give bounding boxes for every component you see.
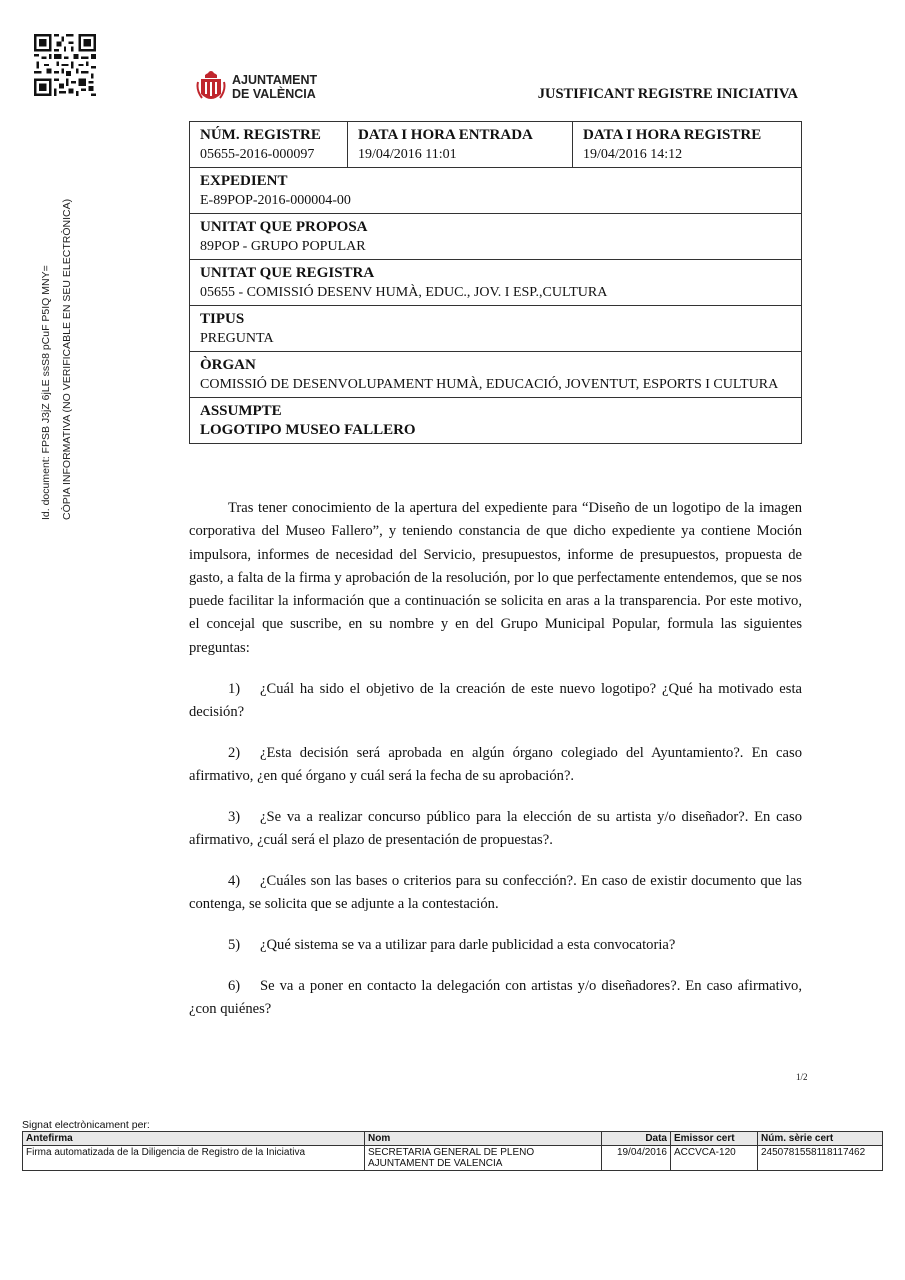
qr-code — [34, 34, 96, 96]
registry-table — [189, 121, 802, 444]
question-item — [189, 678, 802, 725]
unitat-registra-value: 05655 - COMISSIÓ DESENV HUMÀ, EDUC., JOV. I ESP.,CULTURA — [200, 285, 608, 300]
col-data: Data — [602, 1132, 671, 1146]
question-text: ¿Cuál ha sido el objetivo de la creación de este nuevo logotipo? ¿Qué ha motivado esta decisión? — [189, 680, 802, 720]
organ-cell — [190, 352, 802, 398]
question-number: 2) — [228, 744, 241, 761]
question-number: 6) — [228, 977, 241, 994]
question-number: 3) — [228, 808, 241, 825]
signature-row — [23, 1146, 883, 1171]
question-number: 5) — [228, 936, 241, 953]
question-text: ¿Se va a realizar concurso público para la elección de su artista y/o diseñador?. En caso afirmativo, ¿cuál será el plazo de presentación de propuestas?. — [189, 808, 802, 849]
intro-paragraph: Tras tener conocimiento de la apertura del expediente para “Diseño de un logotipo de la imagen corporativa del Museo Fallero”, y teniendo constancia de que dicho expediente ya contiene Moción impulsora, informes de necesidad del Servicio, presupuestos, informe de presupuestos, propuesta de gasto, a falta de la firma y aprobación de la resolución, por lo que perfectamente entendemos, que se nos puede facilitar la información que a continuación se solicita en aras a la transparencia. Por este motivo, el concejal que suscribe, en su nombre y en del Grupo Municipal Popular, formula las siguientes preguntas: — [189, 500, 802, 656]
assumpte-cell — [190, 398, 802, 444]
num-registre-value: 05655-2016-000097 — [200, 147, 315, 162]
side-verification-text — [36, 199, 78, 520]
question-item — [189, 742, 802, 789]
nom-line2: AJUNTAMENT DE VALENCIA — [368, 1158, 503, 1169]
question-item — [189, 870, 802, 917]
assumpte-value: LOGOTIPO MUSEO FALLERO — [200, 422, 416, 438]
document-body — [189, 497, 802, 1039]
col-antefirma: Antefirma — [23, 1132, 365, 1146]
question-item — [189, 975, 802, 1022]
document-title: JUSTIFICANT REGISTRE INICIATIVA — [537, 86, 798, 102]
question-number: 1) — [228, 680, 241, 697]
question-text: ¿Cuáles son las bases o criterios para su confección?. En caso de existir documento que las contenga, se solicita que se adjunte a la contestación. — [189, 872, 802, 913]
copy-notice: CÒPIA INFORMATIVA (NO VERIFICABLE EN SEU ELECTRÒNICA) — [61, 198, 73, 520]
signature-heading: Signat electrònicament per: — [22, 1119, 150, 1131]
question-number: 4) — [228, 872, 241, 889]
question-text: ¿Qué sistema se va a utilizar para darle publicidad a esta convocatoria? — [260, 936, 676, 953]
assumpte-label: ASSUMPTE — [200, 403, 282, 419]
serie-value: 2450781558118117462 — [758, 1146, 883, 1171]
unitat-proposa-cell — [190, 214, 802, 260]
col-serie: Núm. sèrie cert — [758, 1132, 883, 1146]
tipus-label: TIPUS — [200, 311, 245, 327]
tipus-cell — [190, 306, 802, 352]
data-registre-value: 19/04/2016 14:12 — [583, 147, 683, 162]
ajuntament-logo — [196, 68, 317, 106]
emissor-value: ACCVCA-120 — [671, 1146, 758, 1171]
data-entrada-label: DATA I HORA ENTRADA — [358, 127, 533, 143]
signature-header-row — [23, 1132, 883, 1146]
expedient-value: E-89POP-2016-000004-00 — [200, 193, 351, 208]
expedient-cell — [190, 168, 802, 214]
num-registre-label: NÚM. REGISTRE — [200, 127, 321, 143]
question-item — [189, 934, 802, 957]
question-item — [189, 806, 802, 853]
organ-value: COMISSIÓ DE DESENVOLUPAMENT HUMÀ, EDUCACIÓ, JOVENTUT, ESPORTS I CULTURA — [200, 377, 779, 392]
data-entrada-value: 19/04/2016 11:01 — [358, 147, 457, 162]
antefirma-value: Firma automatizada de la Diligencia de Registro de la Iniciativa — [23, 1146, 365, 1171]
question-text: Se va a poner en contacto la delegación con artistas y/o diseñadores?. En caso afirmativo, ¿con quiénes? — [189, 977, 802, 1018]
signature-table — [22, 1131, 883, 1171]
logo-line1: AJUNTAMENT — [232, 73, 318, 87]
unitat-proposa-value: 89POP - GRUPO POPULAR — [200, 239, 366, 254]
data-value: 19/04/2016 — [602, 1146, 671, 1171]
col-emissor: Emissor cert — [671, 1132, 758, 1146]
data-registre-cell — [573, 122, 802, 168]
page-number: 1/2 — [796, 1072, 808, 1082]
col-nom: Nom — [365, 1132, 602, 1146]
coat-of-arms-icon — [196, 68, 226, 106]
nom-line1: SECRETARIA GENERAL DE PLENO — [368, 1147, 535, 1158]
unitat-registra-cell — [190, 260, 802, 306]
document-id: Id. document: FPSB J3jZ 6jLE ssS8 pCuF P5IQ MNY= — [40, 265, 52, 520]
data-entrada-cell — [348, 122, 573, 168]
logo-line2: DE VALÈNCIA — [232, 87, 316, 101]
data-registre-label: DATA I HORA REGISTRE — [583, 127, 762, 143]
num-registre-cell — [190, 122, 348, 168]
unitat-proposa-label: UNITAT QUE PROPOSA — [200, 219, 368, 235]
question-text: ¿Esta decisión será aprobada en algún órgano colegiado del Ayuntamiento?. En caso afirmativo, ¿en qué órgano y cuál será la fecha de su aprobación?. — [189, 744, 802, 784]
unitat-registra-label: UNITAT QUE REGISTRA — [200, 265, 375, 281]
organ-label: ÒRGAN — [200, 357, 256, 373]
tipus-value: PREGUNTA — [200, 331, 274, 346]
nom-value — [365, 1146, 602, 1171]
expedient-label: EXPEDIENT — [200, 173, 288, 189]
